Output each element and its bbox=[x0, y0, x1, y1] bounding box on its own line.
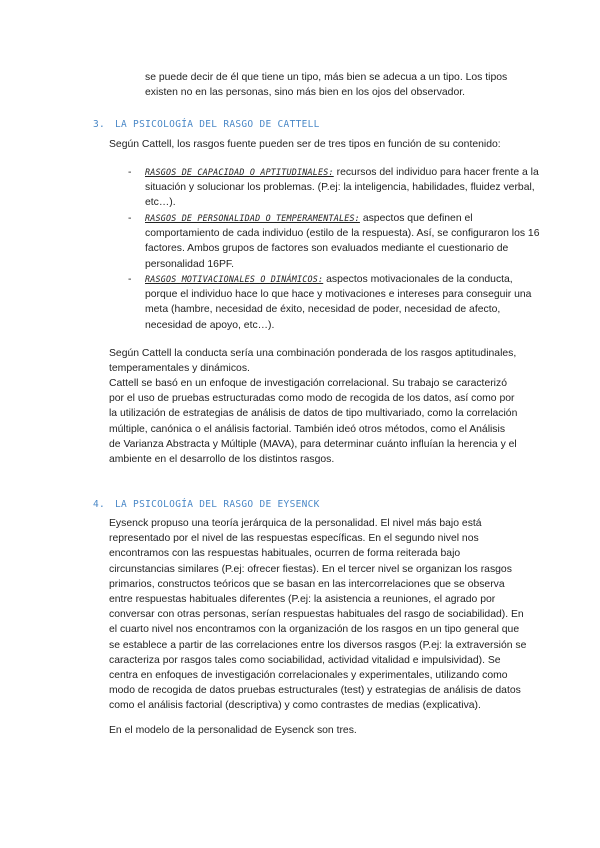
bullet-term: RASGOS DE CAPACIDAD O APTITUDINALES: bbox=[145, 167, 334, 177]
bullet-marker: - bbox=[128, 213, 132, 224]
section-number: 3. bbox=[93, 119, 106, 130]
section-title: LA PSICOLOGÍA DEL RASGO DE EYSENCK bbox=[115, 499, 320, 510]
paragraph: En el modelo de la personalidad de Eysenck son tres. bbox=[109, 725, 357, 736]
section-heading-cattell bbox=[93, 119, 320, 130]
section-title: LA PSICOLOGÍA DEL RASGO DE CATTELL bbox=[115, 119, 320, 130]
bullet-marker: - bbox=[128, 167, 132, 178]
bullet-term: RASGOS MOTIVACIONALES O DINÁMICOS: bbox=[145, 274, 324, 284]
bullet-text: recursos del individuo para hacer frente a la situación y solucionar los problemas. (P.ej: la inteligencia, habilidades, fluidez verbal, etc…). bbox=[145, 167, 539, 209]
bullet-marker: - bbox=[128, 274, 132, 285]
bullet-term: RASGOS DE PERSONALIDAD O TEMPERAMENTALES: bbox=[145, 213, 360, 223]
list-item bbox=[145, 211, 545, 272]
bullet-text: aspectos que definen el comportamiento de cada individuo (estilo de la respuesta). Así, se configuraron los 16 factores. Ambos grupos de factores son evaluados mediante el cuestionario de personalidad 16PF. bbox=[145, 213, 540, 270]
section-lead: Según Cattell, los rasgos fuente pueden ser de tres tipos en función de su contenido: bbox=[109, 139, 501, 150]
paragraph: Eysenck propuso una teoría jerárquica de la personalidad. El nivel más bajo está representado por el nivel de las respuestas específicas. En el segundo nivel nos encontramos con las respuestas habituales, ocurren de forma reiterada bajo circunstancias similares (P.ej: ofrecer fiestas). En el tercer nivel se organizan los rasgos primarios, constructos teóricos que se basan en las intercorrelaciones que se observa entre respuestas habituales diferentes (P.ej: la asistencia a reuniones, el agrado por conversar con otras personas, serían respuestas habituales del rasgo de sociabilidad). En el cuarto nivel nos encontramos con la organización de los rasgos en un tipo general que se establece a partir de las correlaciones entre los diversos rasgos (P.ej: la extraversión se caracteriza por rasgos tales como sociabilidad, actividad vitalidad e impulsividad). Se centra en enfoques de investigación correlacionales y experimentales, utilizando como modo de recogida de datos pruebas estructurales (test) y estrategias de análisis de datos como el análisis factorial (descriptiva) y como contrastes de medias (explicativa). bbox=[109, 518, 527, 712]
list-item bbox=[145, 165, 545, 211]
section-number: 4. bbox=[93, 499, 106, 510]
list-item bbox=[145, 272, 545, 333]
paragraph: Según Cattell la conducta sería una combinación ponderada de los rasgos aptitudinales, temperamentales y dinámicos. bbox=[109, 348, 517, 375]
section-heading-eysenck bbox=[93, 499, 320, 510]
bullet-text: aspectos motivacionales de la conducta, porque el individuo hace lo que hace y motivaciones e intereses para conseguir una meta (hambre, necesidad de éxito, necesidad de poder, necesidad de afecto, necesidad de apoyo, etc…). bbox=[145, 274, 532, 331]
intro-continuation: se puede decir de él que tiene un tipo, más bien se adecua a un tipo. Los tipos existen no en las personas, sino más bien en los ojos del observador. bbox=[145, 72, 508, 99]
paragraph: Cattell se basó en un enfoque de investigación correlacional. Su trabajo se caracterizó por el uso de pruebas estructuradas como modo de recogida de los datos, así como por la utilización de estrategias de análisis de datos de tipo multivariado, como la correlación múltiple, canónica o el análisis factorial. También ideó otros métodos, como el Análisis de Varianza Abstracta y Múltiple (MAVA), para determinar cuánto influían la herencia y el ambiente en el desarrollo de los distintos rasgos. bbox=[109, 378, 518, 466]
